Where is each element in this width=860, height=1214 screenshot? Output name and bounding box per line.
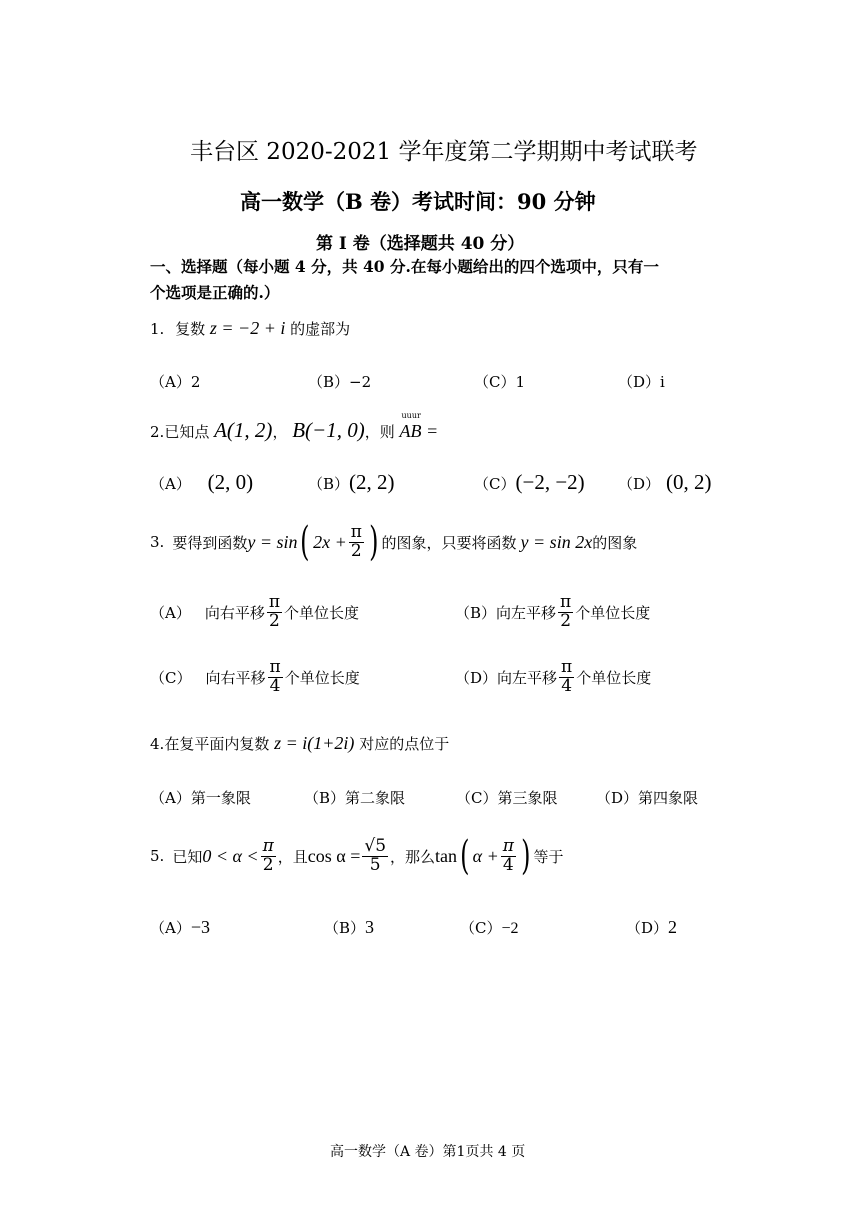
option-label: （A） <box>150 603 191 622</box>
option-label: （D） <box>596 789 639 807</box>
option-d <box>455 659 651 696</box>
exam-title: 丰台区 2020-2021 学年度第二学期期中考试联考 <box>190 139 698 165</box>
option-b <box>308 470 395 495</box>
option-d <box>618 470 712 495</box>
option-label: （B） <box>308 373 350 391</box>
option-label: （B） <box>304 789 346 807</box>
question-stem-prefix: 要得到函数 <box>172 533 248 552</box>
option-label: （B） <box>455 603 497 622</box>
question-number: 5. <box>150 847 165 865</box>
tan-inner: α + <box>472 845 499 866</box>
fraction: $\frac{\pi}{2}$ <box>560 592 572 631</box>
option-label: （B） <box>308 475 350 493</box>
question-number: 2. <box>150 423 165 441</box>
section-heading: 第 I 卷（选择题共 40 分） <box>316 234 525 254</box>
option-post: 个单位长度 <box>284 603 360 622</box>
option-c <box>150 659 360 696</box>
option-label: （D） <box>455 668 498 687</box>
option-label: （D） <box>626 919 669 937</box>
fraction: $\frac{\pi}{2}$ <box>268 592 281 631</box>
option-label: （A） <box>150 789 191 807</box>
option-value: 第三象限 <box>497 789 558 807</box>
pi-over-2-fraction: $\frac{\pi}{2}$ <box>350 521 362 561</box>
option-value: (0, 2) <box>666 470 712 494</box>
option-d <box>618 371 665 392</box>
func-right: y = sin 2x <box>520 531 593 552</box>
option-value: 2 <box>190 373 201 391</box>
func-left: y = sin <box>247 531 298 552</box>
question-stem-prefix: 复数 <box>175 320 206 338</box>
option-value: (−2, −2) <box>515 470 585 494</box>
question-stem-prefix: 已知点 <box>164 423 210 441</box>
option-label: （D） <box>618 373 661 391</box>
option-d <box>596 787 698 808</box>
question-stem-mid: 的图象，只要将函数 <box>381 533 517 552</box>
option-pre: 向左平移 <box>497 668 558 687</box>
question-1 <box>150 318 350 339</box>
question-stem-prefix: 已知 <box>172 847 203 866</box>
option-pre: 向左平移 <box>496 603 557 622</box>
question-math: z = −2 + i <box>209 318 286 338</box>
question-stem-suffix: 对应的点位于 <box>359 735 450 753</box>
option-label: （C） <box>150 668 192 687</box>
question-4 <box>150 733 449 754</box>
condition-left: 0 < α < <box>202 845 259 866</box>
option-b <box>455 594 650 631</box>
option-value: −2 <box>501 920 519 937</box>
option-value: 2 <box>668 917 678 937</box>
option-label: （C） <box>460 919 502 937</box>
option-value: 第一象限 <box>190 789 251 807</box>
option-post: 个单位长度 <box>284 668 360 687</box>
func-inner: 2x + <box>313 531 347 552</box>
option-value: (2, 2) <box>349 470 395 494</box>
instruction-line-2: 个选项是正确的.） <box>150 283 280 302</box>
option-b <box>304 787 405 808</box>
option-a <box>150 594 359 631</box>
option-value: −3 <box>190 917 210 937</box>
left-paren: ( <box>460 833 470 879</box>
question-3 <box>150 519 638 565</box>
option-label: （A） <box>150 373 191 391</box>
fraction: $\frac{\pi}{4}$ <box>561 657 573 696</box>
option-c <box>474 371 525 392</box>
then-word: ，则 <box>364 423 395 441</box>
and-word: ，且 <box>277 847 308 866</box>
cos-expression: cos α = <box>307 845 361 866</box>
option-value: (2, 0) <box>207 470 254 494</box>
question-2 <box>150 411 439 443</box>
option-a <box>150 371 200 392</box>
question-5 <box>150 833 564 879</box>
fraction: $\frac{\pi}{4}$ <box>269 657 281 696</box>
option-d <box>626 917 677 938</box>
option-a <box>150 917 210 938</box>
separator: ， <box>272 423 288 441</box>
right-paren: ) <box>369 519 379 565</box>
question-stem-suffix: 的虚部为 <box>290 320 351 338</box>
option-label: （D） <box>618 475 661 493</box>
option-a <box>150 787 251 808</box>
option-c <box>456 787 558 808</box>
question-math: z = i(1+2i) <box>274 733 355 753</box>
question-number: 3. <box>150 533 165 551</box>
tan-word: tan <box>435 845 458 866</box>
option-label: （A） <box>150 475 191 493</box>
option-c <box>460 917 519 938</box>
option-c <box>474 470 585 495</box>
sqrt5-over-5-fraction: $\frac{√5}{5}$ <box>364 835 387 875</box>
vector-ab <box>399 411 439 442</box>
option-value: 1 <box>515 373 526 391</box>
option-value: i <box>660 373 665 391</box>
option-label: （C） <box>474 373 516 391</box>
pi-over-2-fraction: $\frac{\pi}{2}$ <box>262 835 274 875</box>
option-post: 个单位长度 <box>576 668 652 687</box>
point-b: B(−1, 0) <box>292 418 365 442</box>
option-pre: 向右平移 <box>204 603 265 622</box>
vector-label: AB = <box>399 421 439 441</box>
option-post: 个单位长度 <box>575 603 651 622</box>
pi-over-4-fraction: $\frac{\pi}{4}$ <box>502 835 514 875</box>
vector-arrow-mark: uuur <box>401 411 421 420</box>
option-value: 3 <box>365 917 375 937</box>
then-word: ，那么 <box>390 847 436 866</box>
option-value: −2 <box>349 373 372 391</box>
question-stem-suffix: 的图象 <box>592 533 638 552</box>
option-b <box>324 917 374 938</box>
page-footer: 高一数学（A 卷）第1页共 4 页 <box>330 1144 526 1160</box>
option-label: （C） <box>456 789 498 807</box>
instruction-line-1: 一、选择题（每小题 4 分，共 40 分.在每小题给出的四个选项中，只有一 <box>150 257 659 276</box>
option-label: （C） <box>474 475 516 493</box>
option-value: 第二象限 <box>345 789 406 807</box>
left-paren: ( <box>300 519 310 565</box>
option-label: （B） <box>324 919 366 937</box>
question-number: 1. <box>150 320 165 338</box>
question-stem-prefix: 在复平面内复数 <box>164 735 270 753</box>
option-label: （A） <box>150 919 191 937</box>
option-b <box>308 371 371 392</box>
option-a <box>150 470 253 495</box>
right-paren: ) <box>521 833 531 879</box>
option-pre: 向右平移 <box>205 668 266 687</box>
option-value: 第四象限 <box>638 789 699 807</box>
question-number: 4. <box>150 735 165 753</box>
question-stem-suffix: 等于 <box>533 847 564 866</box>
exam-subtitle: 高一数学（B 卷）考试时间：90 分钟 <box>240 189 596 214</box>
point-a: A(1, 2) <box>214 418 273 442</box>
